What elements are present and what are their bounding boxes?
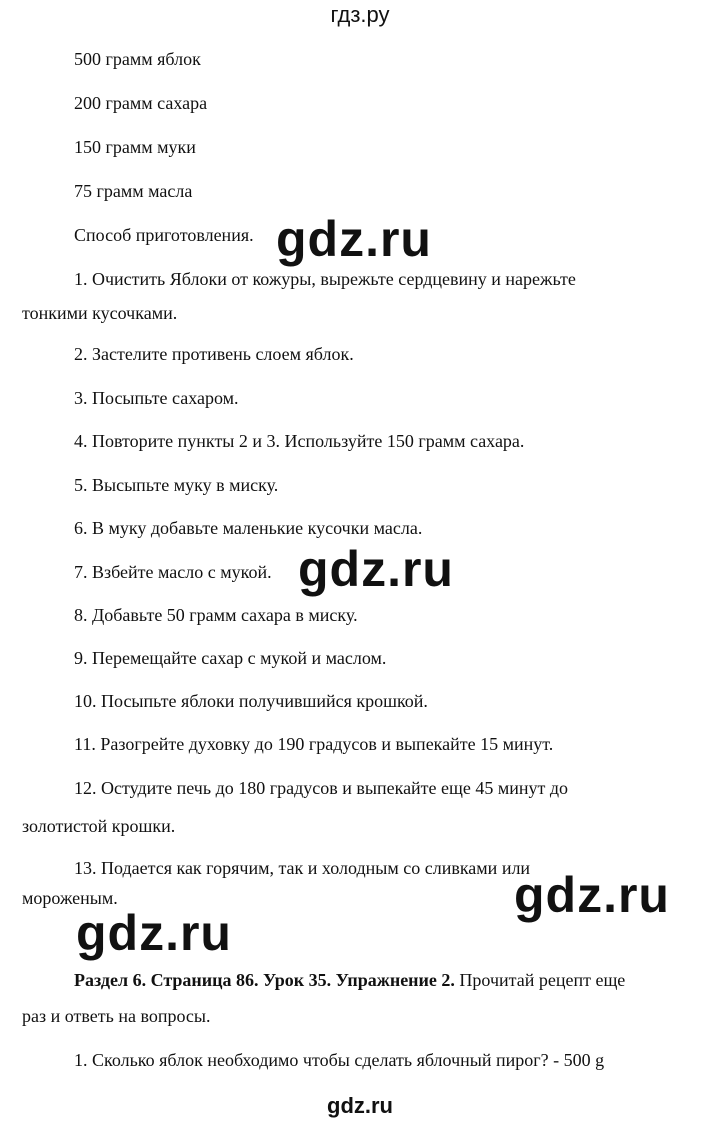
ingredient-sugar: 200 грамм сахара <box>74 93 208 113</box>
step-3: 3. Посыпьте сахаром. <box>74 388 239 408</box>
ingredient-flour: 150 грамм муки <box>74 137 196 157</box>
step-1: 1. Очистить Яблоки от кожуры, вырежьте сердцевину и нарежьте <box>74 269 576 289</box>
step-13: 13. Подается как горячим, так и холодным со сливками или <box>74 858 531 878</box>
watermark: gdz.ru <box>514 867 670 923</box>
step-2: 2. Застелите противень слоем яблок. <box>74 344 354 364</box>
step-4: 4. Повторите пункты 2 и 3. Используйте 150 грамм сахара. <box>74 431 525 451</box>
exercise-instruction: Прочитай рецепт еще <box>454 970 626 990</box>
step-9: 9. Перемещайте сахар с мукой и маслом. <box>74 648 387 668</box>
step-13-cont: мороженым. <box>22 888 118 908</box>
step-1-cont: тонкими кусочками. <box>22 303 178 323</box>
ingredient-apples: 500 грамм яблок <box>74 49 201 69</box>
site-footer: gdz.ru <box>327 1093 393 1118</box>
step-11: 11. Разогрейте духовку до 190 градусов и выпекайте 15 минут. <box>74 734 554 754</box>
watermark: gdz.ru <box>276 211 432 267</box>
exercise-instruction-cont: раз и ответь на вопросы. <box>22 1006 211 1026</box>
ingredient-butter: 75 грамм масла <box>74 181 193 201</box>
step-8: 8. Добавьте 50 грамм сахара в миску. <box>74 605 358 625</box>
step-6: 6. В муку добавьте маленькие кусочки масла. <box>74 518 423 538</box>
question-1: 1. Сколько яблок необходимо чтобы сделать яблочный пирог? - 500 g <box>74 1050 605 1070</box>
watermark: gdz.ru <box>76 905 232 961</box>
method-title: Способ приготовления. <box>74 225 254 245</box>
step-10: 10. Посыпьте яблоки получившийся крошкой. <box>74 691 428 711</box>
watermark: gdz.ru <box>298 541 454 597</box>
step-12: 12. Остудите печь до 180 градусов и выпекайте еще 45 минут до <box>74 778 569 798</box>
site-header: гдз.ру <box>330 2 390 27</box>
step-5: 5. Высыпьте муку в миску. <box>74 475 279 495</box>
step-12-cont: золотистой крошки. <box>22 816 176 836</box>
exercise-heading: Раздел 6. Страница 86. Урок 35. Упражнение 2. <box>74 970 455 990</box>
exercise-line <box>74 969 625 991</box>
step-7: 7. Взбейте масло с мукой. <box>74 562 272 582</box>
